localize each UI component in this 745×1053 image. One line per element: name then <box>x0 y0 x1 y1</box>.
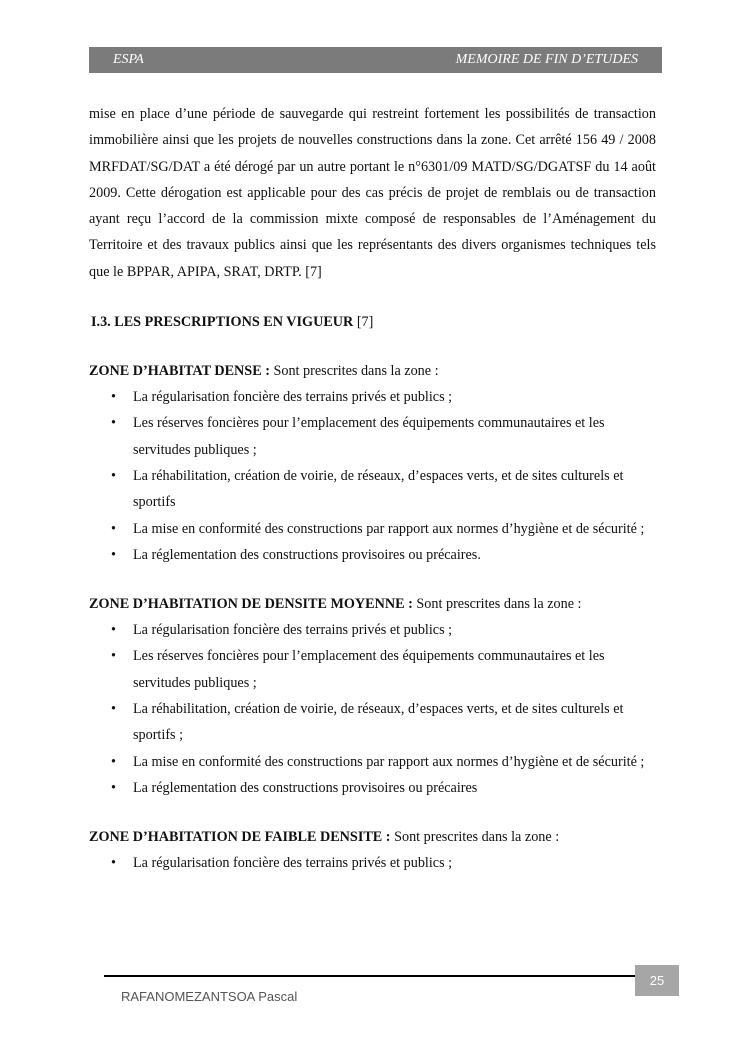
list-item <box>89 617 656 643</box>
prescription-list <box>89 617 656 801</box>
bullet-icon: • <box>111 415 116 432</box>
list-item-text: La mise en conformité des constructions par rapport aux normes d’hygiène et de sécurité ; <box>133 753 645 770</box>
list-item-text: La réhabilitation, création de voirie, de réseaux, d’espaces verts, et de sites culturels et sportifs ; <box>133 701 624 744</box>
list-item-text: Les réserves foncières pour l’emplacement des équipements communautaires et les servitudes publiques ; <box>133 415 605 458</box>
footer-divider <box>104 975 635 977</box>
list-item <box>89 542 656 568</box>
bullet-icon: • <box>111 389 116 406</box>
list-item <box>89 749 656 775</box>
footer-author: RAFANOMEZANTSOA Pascal <box>121 989 298 1004</box>
list-item-text: La mise en conformité des constructions par rapport aux normes d’hygiène et de sécurité ; <box>133 520 645 537</box>
zone-subtitle: Sont prescrites dans la zone : <box>412 596 582 613</box>
zone-title <box>89 591 656 617</box>
page-content <box>89 101 656 877</box>
intro-paragraph: mise en place d’une période de sauvegarde qui restreint fortement les possibilités de transaction immobilière ainsi que les projets de nouvelles constructions dans la zone. Cet arrêté 156 49 / 2008 MRFDAT/SG/DAT a été dérogé par un autre portant le n°6301/09 MATD/SG/DGATSF du 14 août 2009. Cette dérogation est applicable pour des cas précis de projet de remblais ou de transaction ayant reçu l’accord de la commission mixte composé de responsables de l’Aménagement du Territoire et des travaux publics ainsi que les représentants des divers organismes techniques tels que le BPPAR, APIPA, SRAT, DRTP. [7] <box>89 106 656 280</box>
list-item <box>89 643 656 696</box>
list-item-text: La réglementation des constructions provisoires ou précaires <box>133 779 478 796</box>
zone-title-bold: ZONE D’HABITATION DE DENSITE MOYENNE : <box>89 596 413 613</box>
bullet-icon: • <box>111 753 116 770</box>
page-number: 25 <box>635 965 679 996</box>
zone-subtitle: Sont prescrites dans la zone : <box>269 363 439 380</box>
bullet-icon: • <box>111 701 116 718</box>
list-item-text: La régularisation foncière des terrains privés et publics ; <box>133 855 453 872</box>
section-heading-title: I.3. LES PRESCRIPTIONS EN VIGUEUR <box>91 314 354 331</box>
bullet-icon: • <box>111 467 116 484</box>
bullet-icon: • <box>111 546 116 563</box>
list-item <box>89 463 656 516</box>
list-item-text: La régularisation foncière des terrains privés et publics ; <box>133 622 453 639</box>
list-item-text: La réglementation des constructions provisoires ou précaires. <box>133 546 481 563</box>
zone-section <box>89 358 656 568</box>
section-heading <box>91 309 656 335</box>
zone-title-bold: ZONE D’HABITATION DE FAIBLE DENSITE : <box>89 829 391 846</box>
header-document-title: MEMOIRE DE FIN D’ETUDES <box>455 52 638 67</box>
list-item <box>89 516 656 542</box>
zone-section <box>89 591 656 801</box>
prescription-list <box>89 850 656 876</box>
list-item <box>89 775 656 801</box>
section-heading-ref: [7] <box>353 314 374 331</box>
zone-section <box>89 824 656 876</box>
list-item <box>89 696 656 749</box>
list-item <box>89 410 656 463</box>
zone-title <box>89 358 656 384</box>
header-school: ESPA <box>113 52 144 67</box>
bullet-icon: • <box>111 520 116 537</box>
zone-subtitle: Sont prescrites dans la zone : <box>390 829 560 846</box>
prescription-list <box>89 384 656 568</box>
list-item-text: La réhabilitation, création de voirie, de réseaux, d’espaces verts, et de sites culturels et sportifs <box>133 467 624 511</box>
bullet-icon: • <box>111 622 116 639</box>
list-item <box>89 384 656 410</box>
zone-title <box>89 824 656 850</box>
bullet-icon: • <box>111 779 116 796</box>
list-item-text: La régularisation foncière des terrains privés et publics ; <box>133 389 453 406</box>
zone-title-bold: ZONE D’HABITAT DENSE : <box>89 363 270 380</box>
bullet-icon: • <box>111 648 116 665</box>
page-header <box>89 47 662 73</box>
bullet-icon: • <box>111 855 116 872</box>
list-item-text: Les réserves foncières pour l’emplacement des équipements communautaires et les servitudes publiques ; <box>133 648 605 691</box>
list-item <box>89 850 656 876</box>
